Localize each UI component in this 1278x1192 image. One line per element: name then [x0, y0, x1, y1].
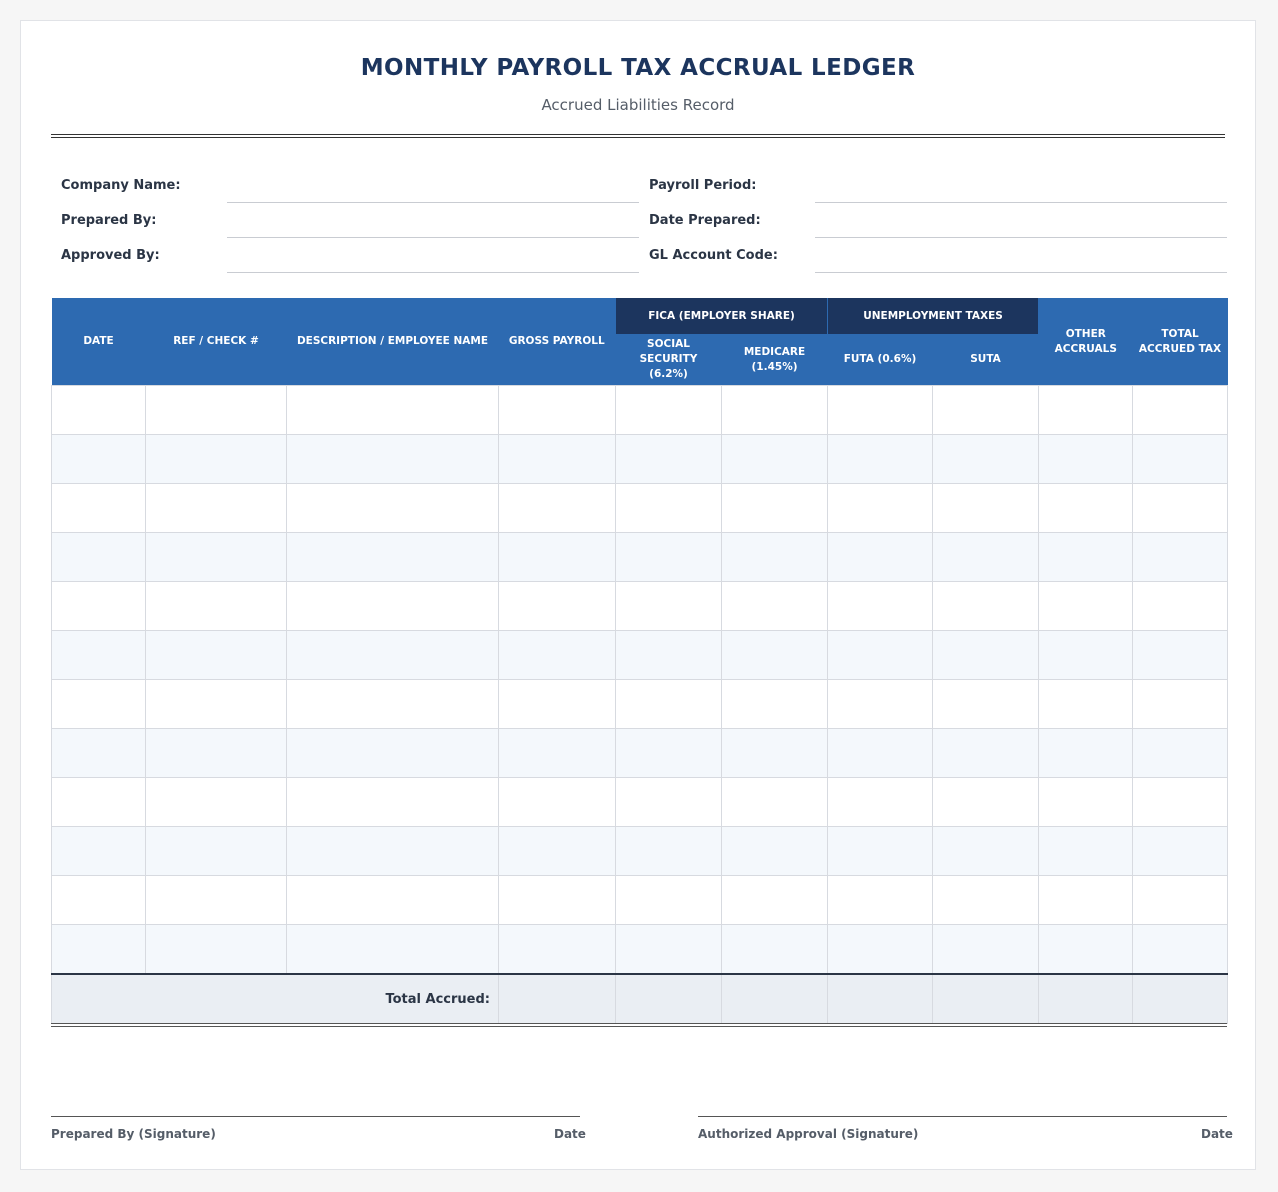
other-accruals-cell[interactable]: [1039, 631, 1133, 680]
description-cell[interactable]: [287, 925, 499, 975]
total-accrued-tax-cell[interactable]: [1133, 778, 1228, 827]
gross-payroll-cell[interactable]: [499, 582, 616, 631]
total-other-accruals-cell[interactable]: [1039, 974, 1133, 1024]
social-security-cell[interactable]: [616, 827, 722, 876]
description-cell[interactable]: [287, 876, 499, 925]
gross-payroll-cell[interactable]: [499, 827, 616, 876]
header-social-security: SOCIAL SECURITY (6.2%): [616, 334, 722, 386]
gl-account-code-field[interactable]: [815, 272, 1227, 273]
table-row: [52, 778, 1228, 827]
total-accrued-tax-cell[interactable]: [1133, 582, 1228, 631]
header-date: DATE: [52, 298, 146, 386]
total-accrued-tax-cell[interactable]: [1133, 386, 1228, 435]
social-security-cell[interactable]: [616, 484, 722, 533]
gross-payroll-cell[interactable]: [499, 533, 616, 582]
ref-check-cell[interactable]: [146, 827, 287, 876]
ledger-sheet: [20, 20, 1256, 1170]
prepared-date-label: Date: [554, 1127, 586, 1141]
date-cell[interactable]: [52, 778, 146, 827]
table-row: [52, 680, 1228, 729]
ref-check-cell[interactable]: [146, 925, 287, 975]
other-accruals-cell[interactable]: [1039, 778, 1133, 827]
suta-cell[interactable]: [933, 484, 1039, 533]
other-accruals-cell[interactable]: [1039, 827, 1133, 876]
suta-cell[interactable]: [933, 631, 1039, 680]
other-accruals-cell[interactable]: [1039, 484, 1133, 533]
company-name-field[interactable]: [227, 202, 639, 203]
header-gross-payroll: GROSS PAYROLL: [499, 298, 616, 386]
header-suta: SUTA: [933, 334, 1039, 386]
header-other-accruals: OTHER ACCRUALS: [1039, 298, 1133, 386]
prepared-by-field[interactable]: [227, 237, 639, 238]
table-row: [52, 484, 1228, 533]
suta-cell[interactable]: [933, 435, 1039, 484]
approved-by-field[interactable]: [227, 272, 639, 273]
other-accruals-cell[interactable]: [1039, 729, 1133, 778]
date-cell[interactable]: [52, 876, 146, 925]
description-cell[interactable]: [287, 484, 499, 533]
description-cell[interactable]: [287, 582, 499, 631]
total-medicare-cell[interactable]: [722, 974, 828, 1024]
ref-check-cell[interactable]: [146, 778, 287, 827]
futa-cell[interactable]: [828, 582, 933, 631]
description-cell[interactable]: [287, 729, 499, 778]
date-cell[interactable]: [52, 386, 146, 435]
prepared-by-signature-line[interactable]: [51, 1116, 580, 1117]
total-accrued-tax-cell[interactable]: [1133, 484, 1228, 533]
social-security-cell[interactable]: [616, 533, 722, 582]
date-cell[interactable]: [52, 631, 146, 680]
header-ref-check: REF / CHECK #: [146, 298, 287, 386]
gross-payroll-cell[interactable]: [499, 631, 616, 680]
futa-cell[interactable]: [828, 827, 933, 876]
authorized-signature-line[interactable]: [698, 1116, 1227, 1117]
suta-cell[interactable]: [933, 827, 1039, 876]
date-prepared-label: Date Prepared:: [649, 213, 761, 228]
date-prepared-field[interactable]: [815, 237, 1227, 238]
table-row: [52, 631, 1228, 680]
table-row: [52, 386, 1228, 435]
medicare-cell[interactable]: [722, 925, 828, 975]
medicare-cell[interactable]: [722, 631, 828, 680]
suta-cell[interactable]: [933, 729, 1039, 778]
gross-payroll-cell[interactable]: [499, 778, 616, 827]
futa-cell[interactable]: [828, 533, 933, 582]
social-security-cell[interactable]: [616, 631, 722, 680]
total-accrued-tax-cell[interactable]: [1133, 435, 1228, 484]
suta-cell[interactable]: [933, 876, 1039, 925]
social-security-cell[interactable]: [616, 925, 722, 975]
ref-check-cell[interactable]: [146, 484, 287, 533]
prepared-by-signature-label: Prepared By (Signature): [51, 1127, 216, 1141]
medicare-cell[interactable]: [722, 778, 828, 827]
total-accrued-tax-cell[interactable]: [1133, 631, 1228, 680]
description-cell[interactable]: [287, 778, 499, 827]
suta-cell[interactable]: [933, 533, 1039, 582]
futa-cell[interactable]: [828, 386, 933, 435]
date-cell[interactable]: [52, 680, 146, 729]
total-accrued-label: Total Accrued:: [52, 974, 499, 1024]
futa-cell[interactable]: [828, 778, 933, 827]
description-cell[interactable]: [287, 827, 499, 876]
social-security-cell[interactable]: [616, 680, 722, 729]
date-cell[interactable]: [52, 484, 146, 533]
other-accruals-cell[interactable]: [1039, 925, 1133, 975]
medicare-cell[interactable]: [722, 680, 828, 729]
medicare-cell[interactable]: [722, 582, 828, 631]
social-security-cell[interactable]: [616, 876, 722, 925]
gross-payroll-cell[interactable]: [499, 925, 616, 975]
table-row: [52, 925, 1228, 975]
gross-payroll-cell[interactable]: [499, 484, 616, 533]
ref-check-cell[interactable]: [146, 680, 287, 729]
total-accrued-tax-cell[interactable]: [1133, 974, 1228, 1024]
ref-check-cell[interactable]: [146, 435, 287, 484]
gross-payroll-cell[interactable]: [499, 680, 616, 729]
ref-check-cell[interactable]: [146, 631, 287, 680]
total-accrued-tax-cell[interactable]: [1133, 925, 1228, 975]
medicare-cell[interactable]: [722, 484, 828, 533]
other-accruals-cell[interactable]: [1039, 876, 1133, 925]
header-description: DESCRIPTION / EMPLOYEE NAME: [287, 298, 499, 386]
description-cell[interactable]: [287, 631, 499, 680]
medicare-cell[interactable]: [722, 729, 828, 778]
total-accrued-tax-cell[interactable]: [1133, 827, 1228, 876]
ref-check-cell[interactable]: [146, 729, 287, 778]
header-futa: FUTA (0.6%): [828, 334, 933, 386]
description-cell[interactable]: [287, 386, 499, 435]
futa-cell[interactable]: [828, 484, 933, 533]
gross-payroll-cell[interactable]: [499, 435, 616, 484]
date-cell[interactable]: [52, 925, 146, 975]
social-security-cell[interactable]: [616, 582, 722, 631]
document-title: MONTHLY PAYROLL TAX ACCRUAL LEDGER: [360, 55, 916, 81]
date-cell[interactable]: [52, 435, 146, 484]
medicare-cell[interactable]: [722, 827, 828, 876]
table-row: [52, 435, 1228, 484]
total-row: [52, 974, 1228, 1024]
total-gross-payroll-cell[interactable]: [499, 974, 616, 1024]
suta-cell[interactable]: [933, 778, 1039, 827]
suta-cell[interactable]: [933, 386, 1039, 435]
futa-cell[interactable]: [828, 876, 933, 925]
total-suta-cell[interactable]: [933, 974, 1039, 1024]
medicare-cell[interactable]: [722, 435, 828, 484]
total-accrued-tax-cell[interactable]: [1133, 729, 1228, 778]
total-futa-cell[interactable]: [828, 974, 933, 1024]
futa-cell[interactable]: [828, 631, 933, 680]
table-row: [52, 876, 1228, 925]
total-accrued-tax-cell[interactable]: [1133, 876, 1228, 925]
social-security-cell[interactable]: [616, 386, 722, 435]
suta-cell[interactable]: [933, 582, 1039, 631]
other-accruals-cell[interactable]: [1039, 582, 1133, 631]
date-cell[interactable]: [52, 827, 146, 876]
gl-account-code-label: GL Account Code:: [649, 248, 778, 263]
ref-check-cell[interactable]: [146, 533, 287, 582]
table-row: [52, 827, 1228, 876]
date-cell[interactable]: [52, 729, 146, 778]
gross-payroll-cell[interactable]: [499, 386, 616, 435]
social-security-cell[interactable]: [616, 729, 722, 778]
prepared-by-label: Prepared By:: [61, 213, 157, 228]
suta-cell[interactable]: [933, 680, 1039, 729]
futa-cell[interactable]: [828, 435, 933, 484]
suta-cell[interactable]: [933, 925, 1039, 975]
total-social-security-cell[interactable]: [616, 974, 722, 1024]
description-cell[interactable]: [287, 533, 499, 582]
other-accruals-cell[interactable]: [1039, 680, 1133, 729]
medicare-cell[interactable]: [722, 876, 828, 925]
futa-cell[interactable]: [828, 729, 933, 778]
ledger-body: [52, 386, 1228, 975]
authorized-date-label: Date: [1201, 1127, 1233, 1141]
accrual-ledger-table: [51, 298, 1228, 1024]
medicare-cell[interactable]: [722, 386, 828, 435]
gross-payroll-cell[interactable]: [499, 729, 616, 778]
header-fica-group: FICA (EMPLOYER SHARE): [616, 298, 828, 334]
table-row: [52, 582, 1228, 631]
total-accrued-tax-cell[interactable]: [1133, 680, 1228, 729]
ref-check-cell[interactable]: [146, 582, 287, 631]
company-name-label: Company Name:: [61, 178, 181, 193]
social-security-cell[interactable]: [616, 778, 722, 827]
header-medicare: MEDICARE (1.45%): [722, 334, 828, 386]
header-total-accrued-tax: TOTAL ACCRUED TAX: [1133, 298, 1228, 386]
description-cell[interactable]: [287, 680, 499, 729]
description-cell[interactable]: [287, 435, 499, 484]
document-subtitle: Accrued Liabilities Record: [541, 96, 735, 114]
futa-cell[interactable]: [828, 680, 933, 729]
other-accruals-cell[interactable]: [1039, 435, 1133, 484]
other-accruals-cell[interactable]: [1039, 386, 1133, 435]
table-bottom-divider: [51, 1023, 1227, 1027]
ref-check-cell[interactable]: [146, 876, 287, 925]
date-cell[interactable]: [52, 533, 146, 582]
authorized-signature-label: Authorized Approval (Signature): [698, 1127, 919, 1141]
total-accrued-tax-cell[interactable]: [1133, 533, 1228, 582]
payroll-period-field[interactable]: [815, 202, 1227, 203]
futa-cell[interactable]: [828, 925, 933, 975]
ref-check-cell[interactable]: [146, 386, 287, 435]
approved-by-label: Approved By:: [61, 248, 160, 263]
social-security-cell[interactable]: [616, 435, 722, 484]
table-row: [52, 533, 1228, 582]
medicare-cell[interactable]: [722, 533, 828, 582]
payroll-period-label: Payroll Period:: [649, 178, 757, 193]
title-divider: [51, 134, 1225, 138]
gross-payroll-cell[interactable]: [499, 876, 616, 925]
table-row: [52, 729, 1228, 778]
date-cell[interactable]: [52, 582, 146, 631]
header-unemployment-group: UNEMPLOYMENT TAXES: [828, 298, 1039, 334]
other-accruals-cell[interactable]: [1039, 533, 1133, 582]
